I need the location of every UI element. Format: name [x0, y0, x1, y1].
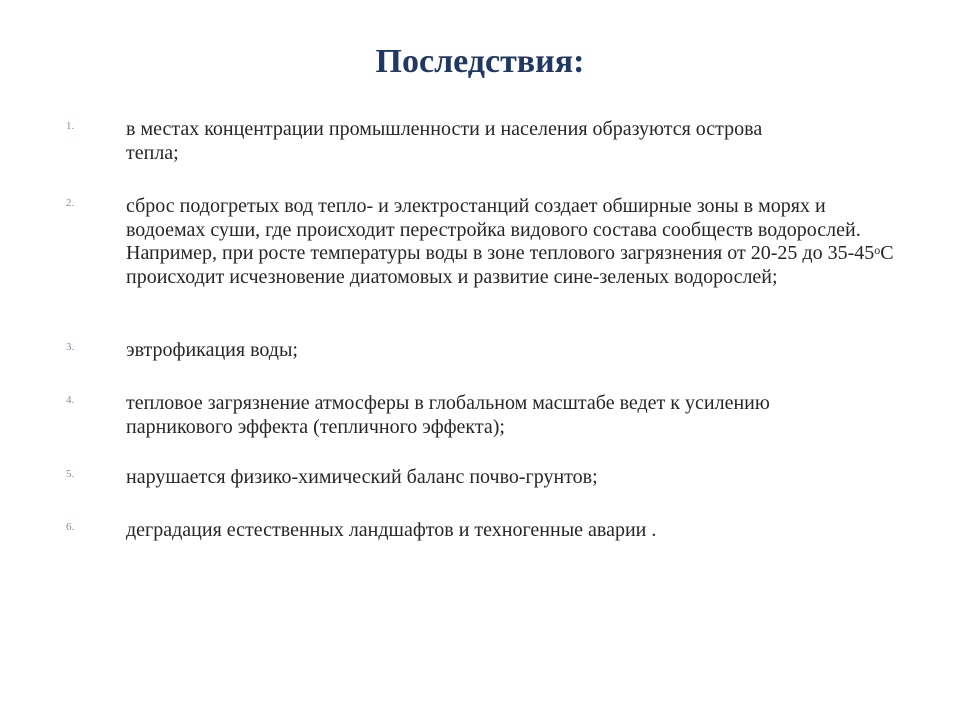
list-text-2-main: сброс подогретых вод тепло- и электростанций создает обширные зоны в морях и водоемах суши, где происходит перестройка видового состава сообществ водорослей. Например, при росте температуры воды в зоне теплового загрязнения от 20-25 до 35-45: [126, 195, 875, 264]
list-text-3: эвтрофикация воды;: [126, 339, 298, 361]
list-text-6: деградация естественных ландшафтов и техногенные аварии .: [126, 519, 657, 541]
list-text-2: [126, 195, 896, 289]
list-text-1: в местах концентрации промышленности и населения образуются острова тепла;: [126, 118, 763, 164]
list-number-5: 5.: [66, 468, 75, 480]
list-number-3: 3.: [66, 341, 75, 353]
list-text-5: нарушается физико-химический баланс почво-грунтов;: [126, 466, 598, 488]
list-number-1: 1.: [66, 120, 75, 132]
degree-superscript: о: [874, 243, 881, 257]
list-text-2-tail: С происходит исчезновение диатомовых и развитие сине-зеленых водорослей;: [126, 242, 894, 288]
list-number-4: 4.: [66, 394, 75, 406]
list-text-4: тепловое загрязнение атмосферы в глобальном масштабе ведет к усилению парникового эффекта (тепличного эффекта);: [126, 392, 770, 438]
list-number-6: 6.: [66, 521, 75, 533]
list-number-2: 2.: [66, 197, 75, 209]
slide-title: Последствия:: [375, 43, 585, 80]
